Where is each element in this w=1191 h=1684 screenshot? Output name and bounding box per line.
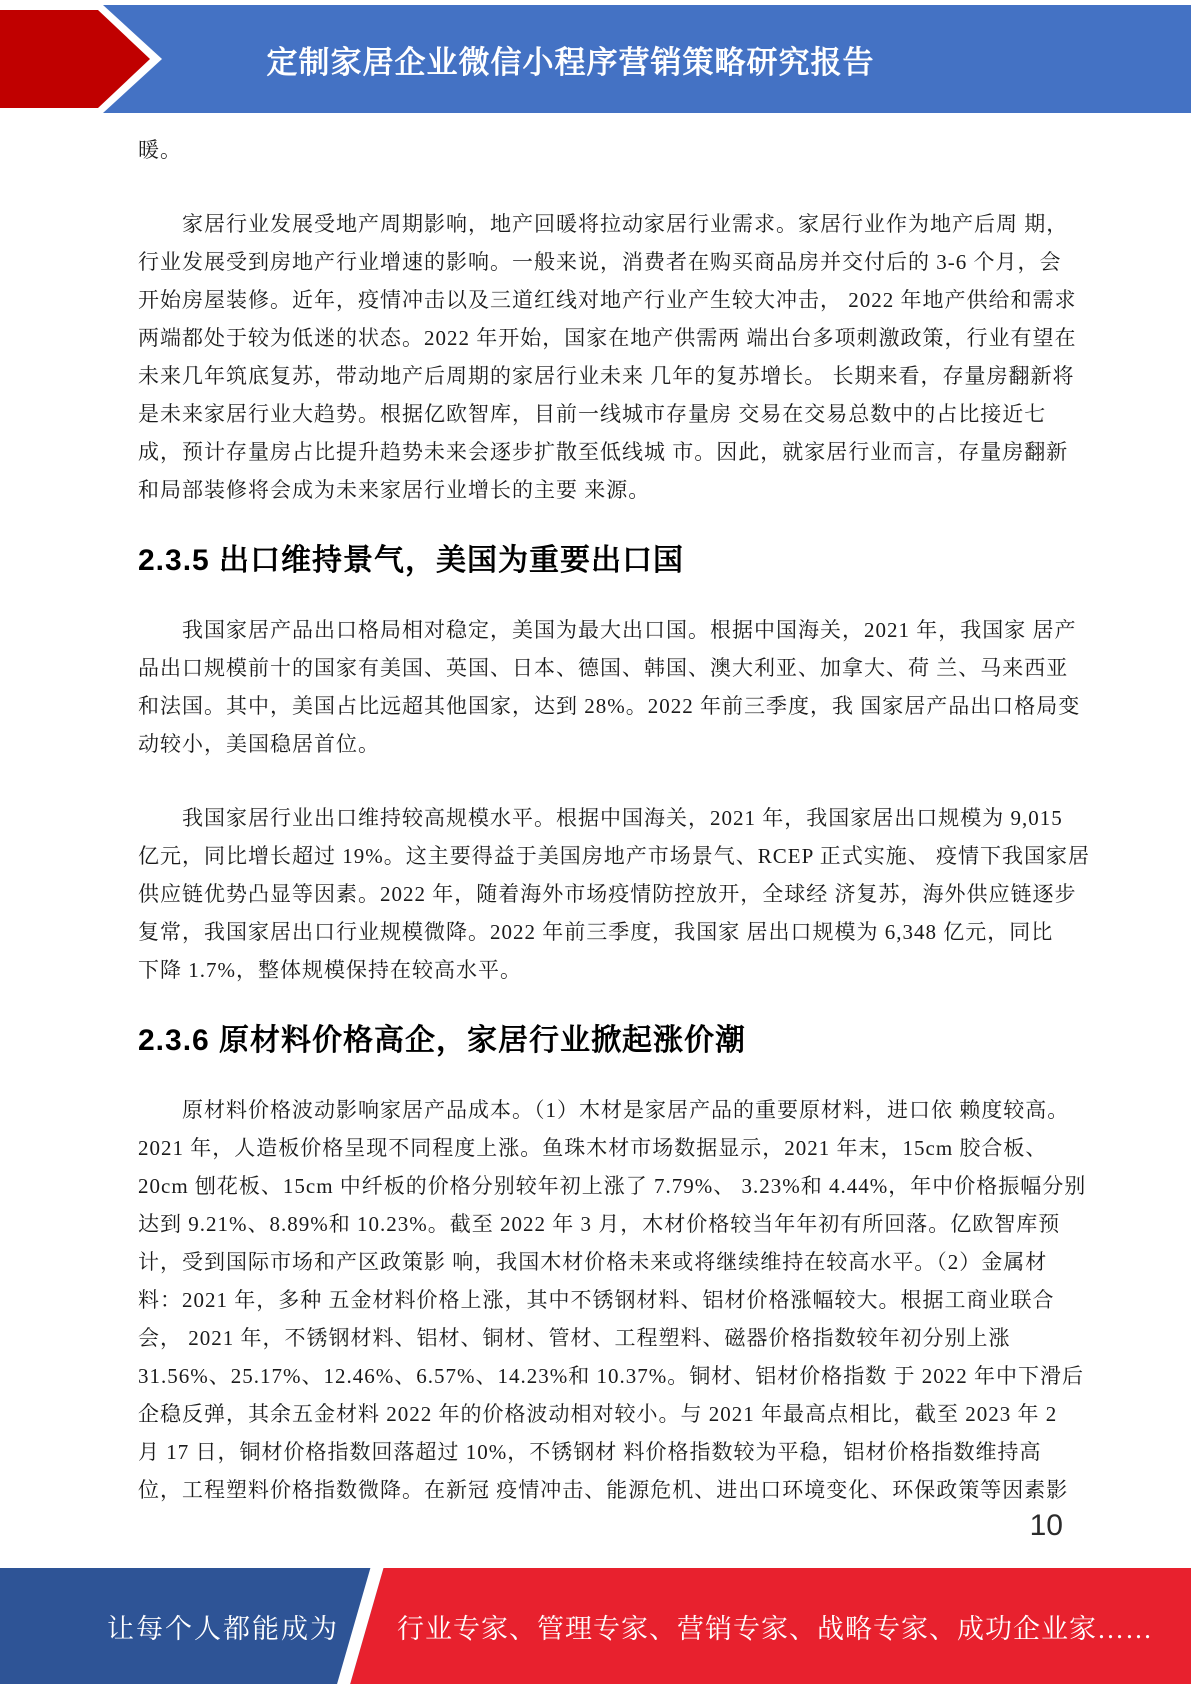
page-number: 10 xyxy=(1029,1509,1063,1542)
text-line: 我国家居产品出口格局相对稳定，美国为最大出口国。根据中国海关，2021 年，我国家 居产 xyxy=(182,618,1077,642)
text-line: 品出口规模前十的国家有美国、英国、日本、德国、韩国、澳大利亚、加拿大、荷 兰、马来西亚 xyxy=(138,656,1069,680)
paragraph xyxy=(138,1091,1087,1509)
text-line: 亿元，同比增长超过 19%。这主要得益于美国房地产市场景气、RCEP 正式实施、 疫情下我国家居 xyxy=(138,844,1090,868)
section-heading: 2.3.5 出口维持景气，美国为重要出口国 xyxy=(138,544,685,577)
text-line: 31.56%、25.17%、12.46%、6.57%、14.23%和 10.37%。铜材、铝材价格指数 于 2022 年中下滑后 xyxy=(138,1364,1084,1388)
footer-slogan-left: 让每个人都能成为 xyxy=(107,1613,339,1644)
text-line: 位，工程塑料价格指数微降。在新冠 疫情冲击、能源危机、进出口环境变化、环保政策等因素影 xyxy=(138,1478,1069,1502)
text-line: 2021 年，人造板价格呈现不同程度上涨。鱼珠木材市场数据显示，2021 年末，15cm 胶合板、 xyxy=(138,1136,1048,1160)
text-line: 是未来家居行业大趋势。根据亿欧智库，目前一线城市存量房 交易在交易总数中的占比接近七 xyxy=(138,402,1047,426)
paragraph xyxy=(138,799,1090,989)
text-line: 家居行业发展受地产周期影响，地产回暖将拉动家居行业需求。家居行业作为地产后周 期， xyxy=(182,212,1069,236)
text-line: 会， 2021 年，不锈钢材料、铝材、铜材、管材、工程塑料、磁器价格指数较年初分别上涨 xyxy=(138,1326,1011,1350)
text-line: 原材料价格波动影响家居产品成本。（1）木材是家居产品的重要原材料，进口依 赖度较高。 xyxy=(182,1098,1070,1122)
footer-slogan-right: 行业专家、管理专家、营销专家、战略专家、成功企业家…… xyxy=(397,1613,1153,1644)
paragraph xyxy=(138,611,1081,763)
text-line: 20cm 刨花板、15cm 中纤板的价格分别较年初上涨了 7.79%、 3.23%和 4.44%，年中价格振幅分别 xyxy=(138,1174,1087,1198)
page-title: 定制家居企业微信小程序营销策略研究报告 xyxy=(266,44,875,80)
text-line: 计，受到国际市场和产区政策影 响，我国木材价格未来或将继续维持在较高水平。（2）金属材 xyxy=(138,1250,1048,1274)
section-heading: 2.3.6 原材料价格高企，家居行业掀起涨价潮 xyxy=(138,1024,747,1057)
text-line: 供应链优势凸显等因素。2022 年，随着海外市场疫情防控放开，全球经 济复苏，海外供应链逐步 xyxy=(138,882,1077,906)
document-body xyxy=(0,113,1191,1543)
text-line: 和法国。其中，美国占比远超其他国家，达到 28%。2022 年前三季度，我 国家居产品出口格局变 xyxy=(138,694,1081,718)
text-line: 月 17 日，铜材价格指数回落超过 10%，不锈钢材 料价格指数较为平稳，铝材价格指数维持高 xyxy=(138,1440,1042,1464)
footer-band xyxy=(0,1568,1191,1684)
paragraph xyxy=(138,205,1077,509)
text-line: 动较小，美国稳居首位。 xyxy=(138,732,380,756)
text-line: 暖。 xyxy=(138,138,182,162)
header-banner xyxy=(0,5,1191,113)
paragraph xyxy=(138,131,1063,169)
text-line: 和局部装修将会成为未来家居行业增长的主要 来源。 xyxy=(138,478,651,502)
text-line: 未来几年筑底复苏，带动地产后周期的家居行业未来 几年的复苏增长。 长期来看，存量房翻新将 xyxy=(138,364,1075,388)
text-line: 达到 9.21%、8.89%和 10.23%。截至 2022 年 3 月，木材价格较当年年初有所回落。亿欧智库预 xyxy=(138,1212,1061,1236)
text-line: 我国家居行业出口维持较高规模水平。根据中国海关，2021 年，我国家居出口规模为 9,015 xyxy=(182,806,1063,830)
text-line: 企稳反弹，其余五金材料 2022 年的价格波动相对较小。与 2021 年最高点相比，截至 2023 年 2 xyxy=(138,1402,1058,1426)
text-line: 开始房屋装修。近年，疫情冲击以及三道红线对地产行业产生较大冲击， 2022 年地产供给和需求 xyxy=(138,288,1077,312)
text-line: 复常，我国家居出口行业规模微降。2022 年前三季度，我国家 居出口规模为 6,348 亿元，同比 xyxy=(138,920,1054,944)
text-line: 行业发展受到房地产行业增速的影响。一般来说，消费者在购买商品房并交付后的 3-6 个月，会 xyxy=(138,250,1062,274)
text-line: 料：2021 年，多种 五金材料价格上涨，其中不锈钢材料、铝材价格涨幅较大。根据工商业联合 xyxy=(138,1288,1055,1312)
text-line: 两端都处于较为低迷的状态。2022 年开始，国家在地产供需两 端出台多项刺激政策，行业有望在 xyxy=(138,326,1077,350)
text-line: 下降 1.7%，整体规模保持在较高水平。 xyxy=(138,958,522,982)
text-line: 成，预计存量房占比提升趋势未来会逐步扩散至低线城 市。因此，就家居行业而言，存量房翻新 xyxy=(138,440,1069,464)
